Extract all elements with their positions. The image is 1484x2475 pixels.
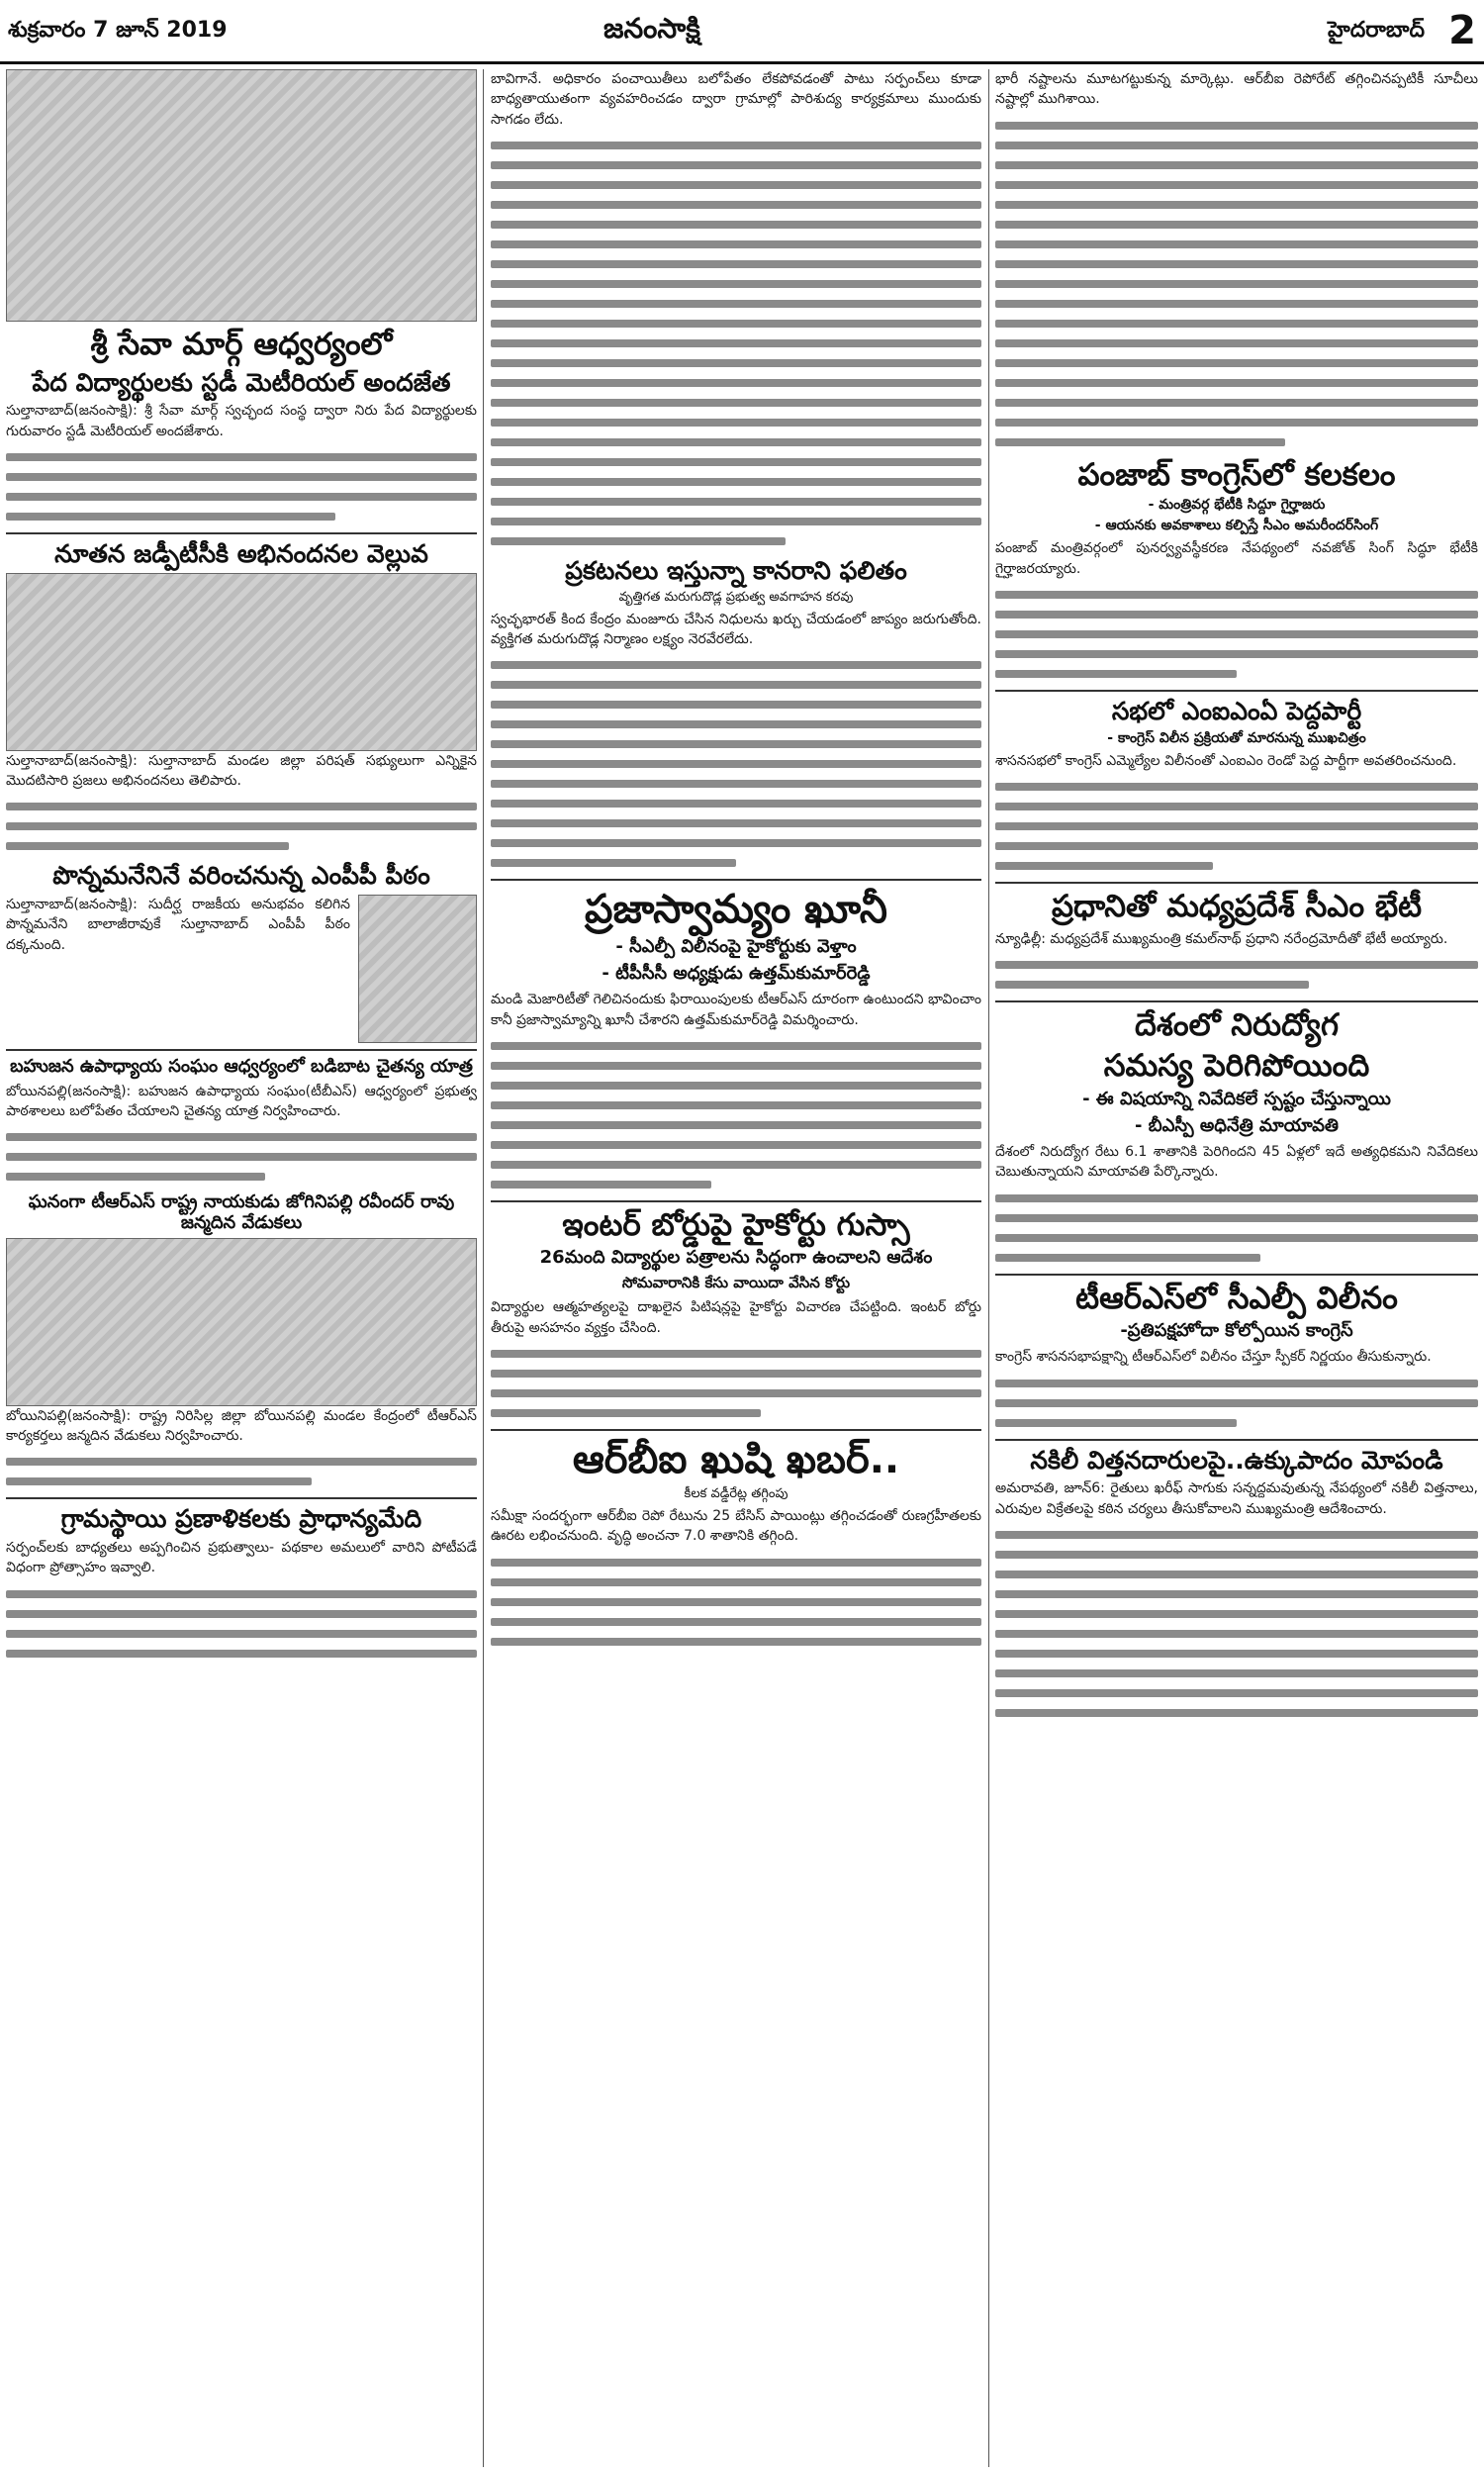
article-body: మండి మెజారిటీతో గెలిచినందుకు ఫిరాయింపులకు టీఆర్ఎస్ దూరంగా ఉంటుందని భావించాం కానీ ప్రజాస్వామ్యాన్ని ఖూనీ చేశారని ఉత్తమ్‌కుమార్‌రెడ్డి విమర్శించారు. (491, 992, 981, 1028)
article-body: సుల్తానాబాద్(జనంసాక్షి): సుదీర్ఘ రాజకీయ అనుభవం కలిగిన పొన్నమనేని బాలాజీరావుకే సుల్తానాబాద్ ఎంపీపీ పీఠం దక్కనుంది. (6, 897, 350, 953)
photo-zptc-felicitation (6, 573, 477, 751)
subheadline: 26మంది విద్యార్థుల పత్రాలను సిద్ధంగా ఉంచాలని ఆదేశం (539, 1247, 933, 1269)
text-lines (491, 1350, 981, 1417)
text-lines (491, 1042, 981, 1189)
text-lines (995, 122, 1478, 446)
headline-clp-merger: టీఆర్ఎస్‌లో సీఎల్పీ విలీనం (1075, 1280, 1398, 1316)
headline-inter-board: ఇంటర్ బోర్డుపై హైకోర్టు గుస్సా (562, 1206, 910, 1243)
text-lines (491, 661, 981, 867)
article-body: భారీ నష్టాలను మూటగట్టుకున్న మార్కెట్లు. ఆర్‌బీఐ రెపోరేట్ తగ్గించినప్పటికీ సూచీలు నష్టాల్లో ముగిశాయి. (995, 71, 1478, 108)
column-rule (988, 69, 989, 2467)
column-left (6, 69, 477, 2475)
photo-students (6, 69, 477, 322)
headline-unemployment-line2: సమస్య పెరిగిపోయింది (1103, 1048, 1370, 1085)
subheadline: - ఈ విషయాన్ని నివేదికలే స్పష్టం చేస్తున్నాయి (1082, 1089, 1391, 1110)
text-lines (6, 1458, 477, 1485)
subheadline: - బీఎస్పీ అధినేత్రి మాయావతి (1135, 1115, 1339, 1137)
subheadline: - కాంగ్రెస్ విలీన ప్రక్రియతో మారనున్న ముఖచిత్రం (1107, 729, 1366, 746)
headline-unemployment: దేశంలో నిరుద్యోగ (1134, 1006, 1340, 1043)
text-lines (6, 1590, 477, 1658)
article-body: శాసనసభలో కాంగ్రెస్ ఎమ్మెల్యేల విలీనంతో ఎంఐఎం రెండో పెద్ద పార్టీగా అవతరించనుంది. (995, 752, 1457, 769)
text-lines (6, 453, 477, 521)
divider (995, 690, 1478, 692)
page-number: 2 (1448, 8, 1476, 53)
byline: వృత్తిగత మరుగుదొడ్ల ప్రభుత్వ అవగాహన కరవు (618, 589, 854, 605)
issue-date: శుక్రవారం 7 జూన్ 2019 (8, 18, 228, 43)
byline: కీలక వడ్డీరేట్ల తగ్గింపు (684, 1486, 788, 1502)
divider (995, 1439, 1478, 1441)
text-lines (995, 961, 1478, 989)
headline-birthday: ఘనంగా టీఆర్ఎస్ రాష్ట్ర నాయకుడు జోగినిపల్లి రవీందర్ రావు జన్మదిన వేడుకలు (28, 1191, 455, 1234)
divider (995, 1274, 1478, 1276)
divider (6, 532, 477, 534)
divider (491, 1200, 981, 1202)
newspaper-logo: జనంసాక్షి (603, 12, 700, 45)
article-body: పంజాబ్ మంత్రివర్గంలో పునర్వ్యవస్థీకరణ నేపథ్యంలో నవజోత్ సింగ్ సిద్ధూ భేటీకి గైర్హాజరయ్యారు. (995, 540, 1478, 577)
divider (491, 1429, 981, 1431)
text-lines (995, 783, 1478, 870)
subheadline: - సీఎల్పీ విలీనంపై హైకోర్టుకు వెళ్తాం (615, 936, 857, 958)
article-body: అమరావతి, జూన్6: రైతులు ఖరీఫ్ సాగుకు సన్నద్దమవుతున్న నేపథ్యంలో నకిలీ విత్తనాలు, ఎరువుల విక్రేతలపై కఠిన చర్యలు తీసుకోవాలని ముఖ్యమంత్రి ఆదేశించారు. (995, 1480, 1478, 1517)
column-rule (483, 69, 484, 2467)
text-lines (995, 1194, 1478, 1262)
headline-fake-seeds: నకిలీ విత్తనదారులపై..ఉక్కుపాదం మోపండి (1030, 1445, 1443, 1475)
text-lines (6, 1133, 477, 1181)
subheadline: సోమవారానికి కేసు వాయిదా వేసిన కోర్టు (621, 1274, 851, 1292)
edition-city: హైదరాబాద్ (1328, 18, 1425, 43)
article-body: బోయినిపల్లి(జనంసాక్షి): రాష్ట్ర నిరిసిల్ల జిల్లా బోయినపల్లి మండల కేంద్రంలో టీఆర్ఎస్ కార్యకర్తలు జన్మదిన వేడుకలు నిర్వహించారు. (6, 1407, 477, 1445)
column-right (995, 69, 1478, 2475)
headline-mpp-seat: పొన్నమనేనినే వరించనున్న ఎంపీపీ పీఠం (52, 861, 430, 891)
text-lines (995, 1380, 1478, 1427)
subheadline: - మంత్రివర్గ భేటీకి సిద్దూ గైర్హాజరు (1148, 497, 1326, 514)
article-body: స్వచ్ఛభారత్ కింద కేంద్రం మంజూరు చేసిన నిధులను ఖర్చు చేయడంలో జాప్యం జరుగుతోంది. వ్యక్తిగత మరుగుదొడ్ల నిర్మాణం లక్ష్యం నెరవేరలేదు. (491, 611, 981, 647)
article-body: కాంగ్రెస్ శాసనసభాపక్షాన్ని టీఆర్ఎస్‌లో విలీనం చేస్తూ స్పీకర్ నిర్ణయం తీసుకున్నారు. (995, 1349, 1432, 1366)
headline-badibata: బహుజన ఉపాధ్యాయ సంఘం ఆధ్వర్యంలో బడిబాట చైతన్య యాత్ర (10, 1056, 473, 1078)
divider (6, 1497, 477, 1499)
headline-mp-cm: ప్రధానితో మధ్యప్రదేశ్ సీఎం భేటీ (1051, 888, 1423, 924)
article-body: సమీక్షా సందర్భంగా ఆర్‌బీఐ రెపో రేటును 25 బేసిస్ పాయింట్లు తగ్గించడంతో రుణగ్రహీతలకు ఊరట లభించనుంది. వృద్ధి అంచనా 7.0 శాతానికి తగ్గింది. (491, 1508, 981, 1545)
article-body: సుల్తానాబాద్(జనంసాక్షి): శ్రీ సేవా మార్గ్ స్వచ్ఛంద సంస్థ ద్వారా నిరు పేద విద్యార్థులకు గురువారం స్టడీ మెటీరియల్ అందజేశారు. (6, 403, 477, 439)
divider (6, 1049, 477, 1051)
text-lines (491, 142, 981, 545)
headline-advertisements: ప్రకటనలు ఇస్తున్నా కానరాని ఫలితం (565, 555, 907, 585)
article-body: దేశంలో నిరుద్యోగ రేటు 6.1 శాతానికి పెరిగిందని 45 ఏళ్లలో ఇదే అత్యధికమని నివేదికలు చెబుతున్నాయని మాయావతి పేర్కొన్నారు. (995, 1144, 1478, 1181)
article-body: సర్పంచ్‌లకు బాధ్యతలు అప్పగించిన ప్రభుత్వాలు- పథకాల అమలులో వారిని పోటీపడే విధంగా ప్రోత్సాహం ఇవ్వాలి. (6, 1540, 477, 1576)
article-body: బోయినపల్లి(జనంసాక్షి): బహుజన ఉపాధ్యాయ సంఘం(టీబీఎస్) ఆధ్వర్యంలో ప్రభుత్వ పాఠశాలలు బలోపేతం చేయాలని చైతన్య యాత్ర నిర్వహించారు. (6, 1083, 477, 1120)
article-mpp (6, 895, 477, 1043)
headline-rbi: ఆర్‌బీఐ ఖుషి ఖబర్.. (572, 1437, 900, 1483)
headline-democracy: ప్రజాస్వామ్యం ఖూనీ (585, 887, 887, 933)
article-body: సుల్తానాబాద్(జనంసాక్షి): సుల్తానాబాద్ మండల జిల్లా పరిషత్ సభ్యులుగా ఎన్నికైన మొదటిసారి ప్రజలు అభినందనలు తెలిపారు. (6, 752, 477, 790)
divider (491, 879, 981, 881)
subheadline: - టీపీసీసీ అధ్యక్షుడు ఉత్తమ్‌కుమార్‌రెడ్డి (602, 963, 871, 985)
headline-mim: సభలో ఎంఐఎంఏ పెద్దపార్టీ (1111, 696, 1362, 725)
subheadline: -ప్రతిపక్షహోదా కోల్పోయిన కాంగ్రెస్ (1120, 1320, 1353, 1342)
masthead (0, 0, 1484, 64)
photo-portrait (358, 895, 477, 1043)
article-body: న్యూఢిల్లీ: మధ్యప్రదేశ్ ముఖ్యమంత్రి కమల్‌నాథ్ ప్రధాని నరేంద్రమోదీతో భేటీ అయ్యారు. (995, 930, 1448, 947)
article-body: బావిగానే. అధికారం పంచాయితీలు బలోపేతం లేకపోవడంతో పాటు సర్పంచ్‌లు కూడా బాధ్యతాయుతంగా వ్యవహరించడం ద్వారా గ్రామాల్లో పారిశుద్య కార్యక్రమాలు ముందుకు సాగడం లేదు. (491, 71, 981, 128)
subheadline-study-material: పేద విద్యార్థులకు స్టడీ మెటీరియల్ అందజేత (32, 367, 451, 397)
headline-village-planning: గ్రామస్థాయి ప్రణాళికలకు ప్రాధాన్యమేది (60, 1504, 422, 1534)
column-middle (491, 69, 981, 2475)
headline-zptc: నూతన జడ్పీటీసీకి అభినందనల వెల్లువ (54, 538, 428, 568)
divider (995, 1000, 1478, 1002)
text-lines (995, 591, 1478, 678)
text-lines (995, 1531, 1478, 1717)
text-lines (491, 1559, 981, 1646)
headline-seva-marg: శ్రీ సేవా మార్గ్ ఆధ్వర్యంలో (90, 327, 393, 362)
article-body: విద్యార్థుల ఆత్మహత్యలపై దాఖలైన పిటిషన్లపై హైకోర్టు విచారణ చేపట్టింది. ఇంటర్ బోర్డు తీరుపై అసహనం వ్యక్తం చేసింది. (491, 1299, 981, 1336)
subheadline: - ఆయనకు అవకాశాలు కల్పిస్తే సీఎం అమరీందర్‌సింగ్ (1094, 518, 1379, 534)
photo-birthday-celebration (6, 1238, 477, 1406)
text-lines (6, 803, 477, 850)
divider (995, 882, 1478, 884)
headline-punjab-congress: పంజాబ్ కాంగ్రెస్‌లో కలకలం (1077, 456, 1396, 493)
